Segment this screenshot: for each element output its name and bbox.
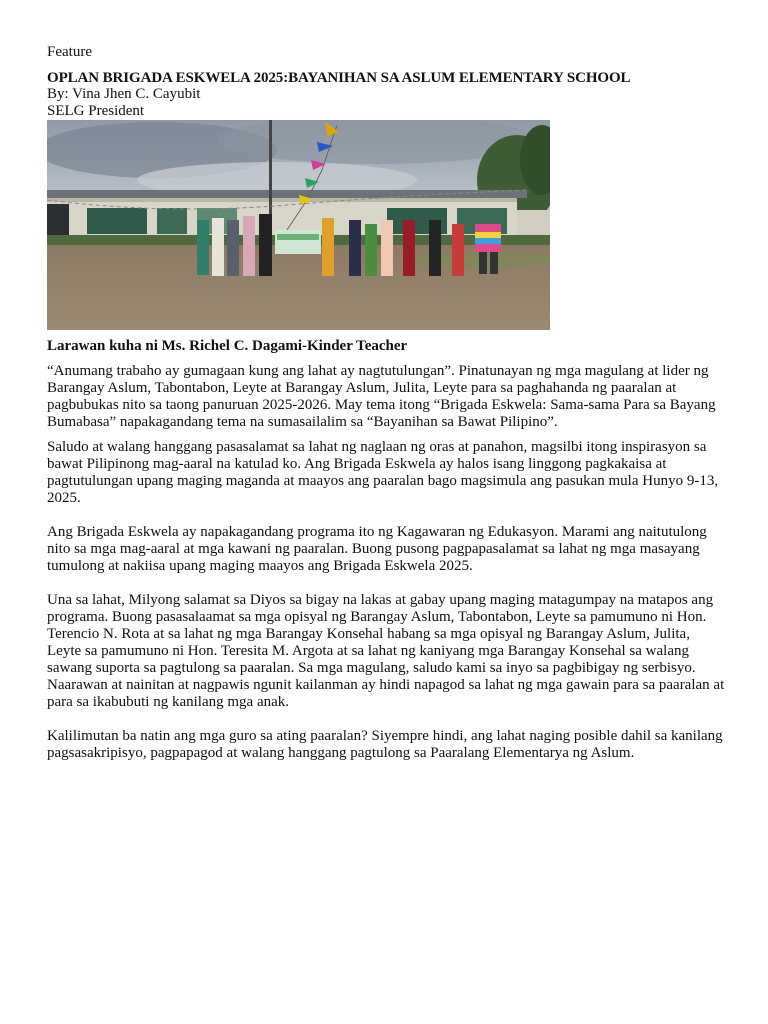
article [47, 43, 727, 770]
paragraph: Ang Brigada Eskwela ay napakagandang programa ito ng Kagawaran ng Edukasyon. Marami ang naitutulong nito sa mga mag-aaral at mga kawani ng paaralan. Buong pusong pagpapasalamat sa lahat ng mga masayang tumulong at nakiisa upang maging maayos ang Brigada Eskwela 2025. [47, 524, 707, 574]
spacer [47, 515, 727, 524]
spacer [47, 719, 727, 728]
paragraph: “Anumang trabaho ay gumagaan kung ang lahat ay nagtutulungan”. Pinatunayan ng mga magulang at lider ng Barangay Aslum, Tabontabon, Leyte at Barangay Aslum, Julita, Leyte para sa paghahanda ng paaralan at pagbubukas nito sa taong panuruan 2025-2026. May tema itong “Brigada Eskwela: Sama-sama Para sa Bayang Bumabasa” napakagandang tema na sumasailalim sa “Bayanihan sa Bawat Pilipino”. [47, 363, 716, 430]
paragraph: Una sa lahat, Milyong salamat sa Diyos sa bigay na lakas at gabay upang maging matagumpay na matapos ang programa. Buong pasasalaamat sa mga opisyal ng Barangay Aslum, Tabontabon, Leyte sa pamumuno ni Hon. Terencio N. Rota at sa lahat ng mga Barangay Konsehal habang sa mga opisyal ng Barangay Aslum, Julita, Leyte sa pamumuno ni Hon. Teresita M. Argota at sa lahat ng kaniyang mga Barangay Konsehal sa walang sawang suporta sa pagtulong sa paaralan. Sa mga magulang, saludo kami sa inyo sa pagbibigay ng serbisyo. Naarawan at nainitan at nagpawis ngunit kailanman ay hindi napagod sa lahat ng mga gawain para sa paaralan at para sa ikabubuti ng kanilang mga anak. [47, 592, 725, 710]
group-photo [47, 120, 550, 330]
spacer [47, 583, 727, 592]
paragraph: Kalilimutan ba natin ang mga guro sa ating paaralan? Siyempre hindi, ang lahat naging posible dahil sa kanilang pagsasakripisyo, pagpapagod at walang hanggang pagtulong sa Paaralang Elementarya ng Aslum. [47, 728, 723, 761]
byline: By: Vina Jhen C. Cayubit [47, 86, 201, 102]
photo-caption: Larawan kuha ni Ms. Richel C. Dagami-Kinder Teacher [47, 338, 408, 354]
author-role: SELG President [47, 103, 145, 119]
section-label: Feature [47, 44, 92, 60]
paragraph: Saludo at walang hanggang pasasalamat sa lahat ng naglaan ng oras at panahon, magsilbi itong inspirasyon sa bawat Pilipinong mag-aaral na katulad ko. Ang Brigada Eskwela ay halos isang linggong pagkakaisa at pagtutulungan upang maging maganda at maayos ang paaralan bago magsimula ang pasukan mula Hunyo 9-13, 2025. [47, 439, 719, 506]
article-title: OPLAN BRIGADA ESKWELA 2025:BAYANIHAN SA ASLUM ELEMENTARY SCHOOL [47, 70, 631, 86]
